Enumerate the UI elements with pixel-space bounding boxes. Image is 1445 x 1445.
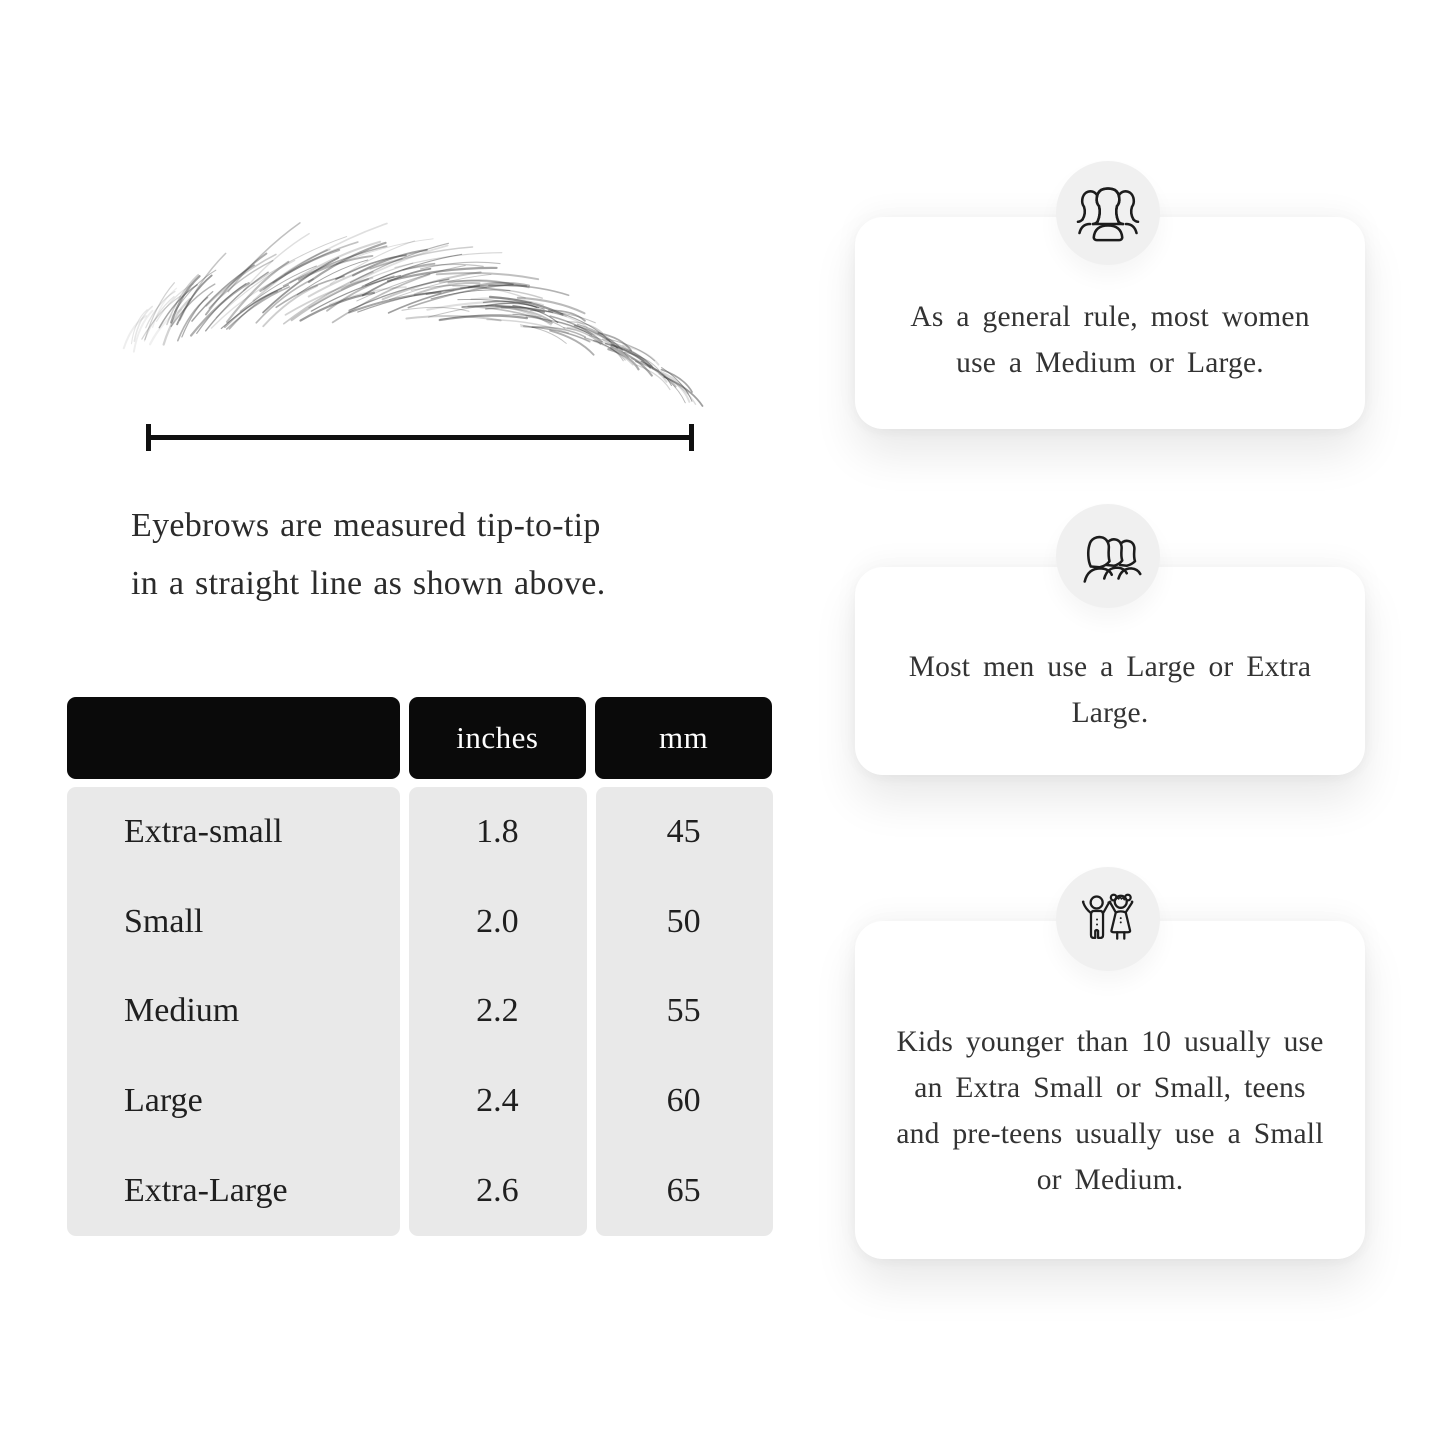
table-row [67,877,772,967]
row-mm: 65 [666,1172,701,1210]
icon-circle [1056,504,1160,608]
row-inches: 2.6 [476,1172,519,1210]
row-inches: 2.0 [476,902,519,940]
row-label: Medium [124,992,240,1030]
figure-caption [131,497,751,613]
card-text: As a general rule, most women use a Medium or Large. [910,301,1310,379]
figure-caption-line1: Eyebrows are measured tip-to-tip [131,507,601,544]
eyebrow-illustration [112,230,702,402]
row-mm: 45 [666,812,701,850]
info-card-men [855,567,1365,775]
icon-circle [1056,161,1160,265]
row-mm: 55 [666,992,701,1030]
size-table-body [67,787,772,1236]
table-row [67,967,772,1057]
women-group-icon [1072,185,1144,242]
row-label: Extra-Large [124,1172,288,1210]
row-inches: 1.8 [476,812,519,850]
figure-caption-line2: in a straight line as shown above. [131,565,606,602]
icon-circle [1056,867,1160,971]
table-row [67,787,772,877]
header-cell-inches: inches [409,697,587,779]
card-text: Most men use a Large or Extra Large. [908,651,1312,729]
card-text: Kids younger than 10 usually use an Extra Small or Small, teens and pre-teens usually use a Small or Medium. [896,1026,1324,1196]
header-cell-mm: mm [595,697,772,779]
info-card-kids [855,921,1365,1259]
measurement-line [146,435,694,440]
header-cell-blank [67,697,400,779]
row-label: Small [124,902,204,940]
table-row [67,1146,772,1236]
men-group-icon [1072,526,1144,586]
row-label: Extra-small [124,812,283,850]
row-label: Large [124,1082,203,1120]
row-mm: 60 [666,1082,701,1120]
row-inches: 2.2 [476,992,519,1030]
info-card-women [855,217,1365,429]
table-rows [67,787,772,1236]
row-mm: 50 [666,902,701,940]
row-inches: 2.4 [476,1082,519,1120]
table-row [67,1056,772,1146]
kids-icon [1074,891,1142,948]
size-table-header [67,697,772,779]
